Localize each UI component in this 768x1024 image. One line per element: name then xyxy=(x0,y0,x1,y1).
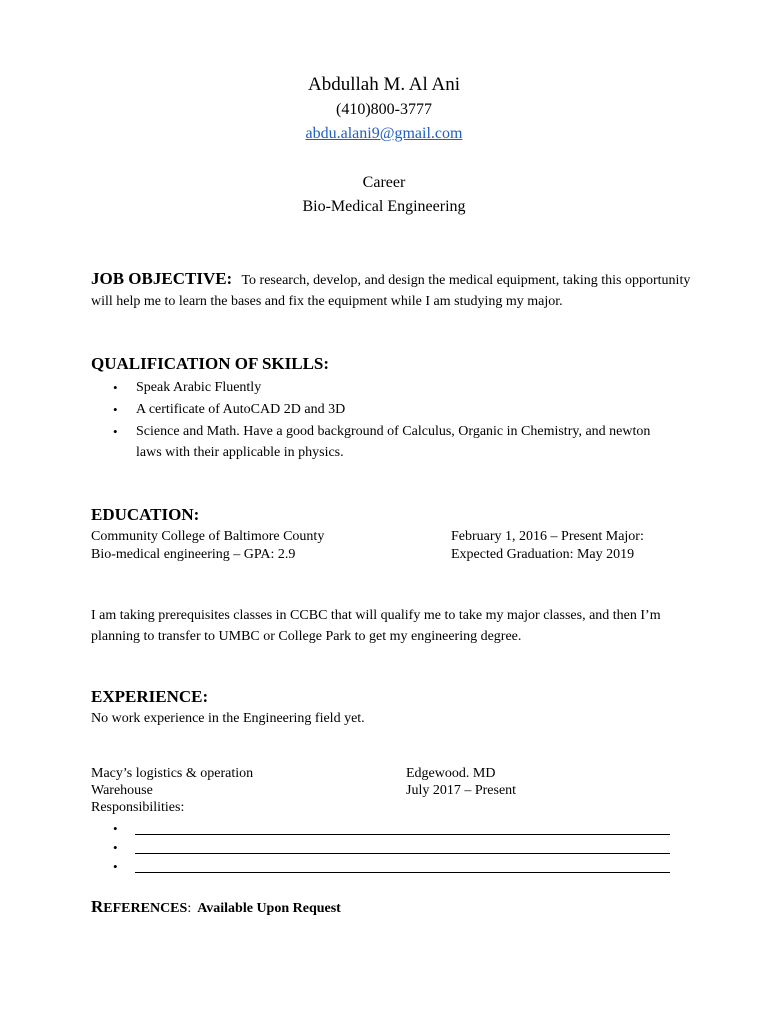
list-item xyxy=(91,377,671,398)
bullet-icon: • xyxy=(113,402,118,417)
experience-note: No work experience in the Engineering field yet. xyxy=(91,711,365,726)
responsibilities-list xyxy=(91,820,691,877)
education-dates-block xyxy=(451,528,644,564)
career-field: Bio-Medical Engineering xyxy=(302,198,466,215)
program-gpa: Bio-medical engineering – GPA: 2.9 xyxy=(91,547,296,562)
department-name: Warehouse xyxy=(91,783,153,798)
list-item xyxy=(91,839,691,858)
career-label: Career xyxy=(362,174,406,191)
skills-heading: QUALIFICATION OF SKILLS: xyxy=(91,354,330,373)
phone-number: (410)800-3777 xyxy=(336,101,432,118)
responsibilities-label: Responsibilities: xyxy=(91,800,185,815)
skill-text: Science and Math. Have a good background of Calculus, Organic in Chemistry, and newton laws with their applicable in physics. xyxy=(136,424,651,460)
bullet-icon: • xyxy=(113,821,118,836)
education-note: I am taking prerequisites classes in CCBC that will qualify me to take my major classes, and then I’m planning to transfer to UMBC or College Park to get my engineering degree. xyxy=(91,608,661,644)
email-row xyxy=(0,125,768,143)
list-item xyxy=(91,421,671,463)
skill-text: Speak Arabic Fluently xyxy=(136,380,262,395)
applicant-name: Abdullah M. Al Ani xyxy=(307,74,460,95)
blank-line xyxy=(135,834,670,835)
job-objective-heading: JOB OBJECTIVE: xyxy=(91,269,233,288)
school-name: Community College of Baltimore County xyxy=(91,529,325,544)
education-school-block xyxy=(91,528,324,564)
job-details-left xyxy=(91,765,253,816)
references-heading-rest: EFERENCES xyxy=(103,901,188,916)
skill-text: A certificate of AutoCAD 2D and 3D xyxy=(136,402,346,417)
job-objective-text: To research, develop, and design the medical equipment, taking this opportunity will help me to learn the bases and fix the equipment while I am studying my major. xyxy=(91,273,691,309)
list-item xyxy=(91,399,671,420)
expected-graduation: Expected Graduation: May 2019 xyxy=(451,547,635,562)
bullet-icon: • xyxy=(113,424,118,439)
bullet-icon: • xyxy=(113,380,118,395)
blank-line xyxy=(135,872,670,873)
skills-list xyxy=(91,377,671,464)
job-dates: July 2017 – Present xyxy=(406,783,517,798)
references-value: Available Upon Request xyxy=(197,901,341,916)
experience-heading: EXPERIENCE: xyxy=(91,687,209,706)
references-heading-initial: R xyxy=(91,897,104,916)
email-link[interactable]: abdu.alani9@gmail.com xyxy=(305,125,463,142)
list-item xyxy=(91,820,691,839)
bullet-icon: • xyxy=(113,859,118,874)
references-section xyxy=(91,897,341,917)
job-location: Edgewood. MD xyxy=(406,766,496,781)
job-details-right xyxy=(406,765,516,799)
blank-line xyxy=(135,853,670,854)
employer-name: Macy’s logistics & operation xyxy=(91,766,254,781)
education-dates: February 1, 2016 – Present Major: xyxy=(451,529,644,544)
bullet-icon: • xyxy=(113,840,118,855)
education-heading: EDUCATION: xyxy=(91,505,200,524)
list-item xyxy=(91,858,691,877)
job-objective-section xyxy=(91,268,691,312)
references-colon: : xyxy=(187,901,192,916)
